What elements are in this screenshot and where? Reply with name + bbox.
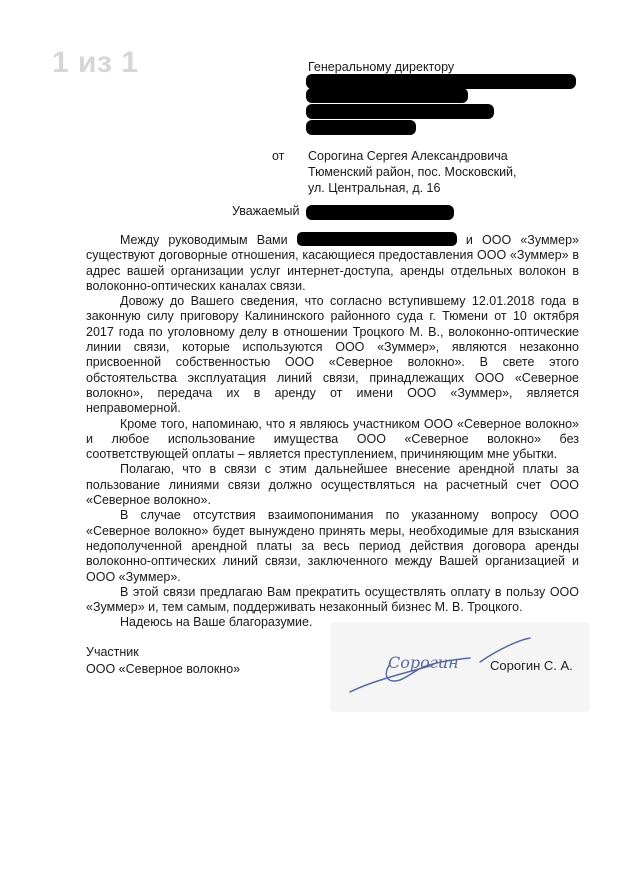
redacted-company-name — [297, 232, 457, 246]
from-label: от — [272, 149, 285, 163]
redacted-salutation-name — [306, 205, 454, 220]
page-counter: 1 из 1 — [52, 46, 139, 79]
redacted-addressee-line-4 — [306, 120, 416, 135]
paragraph-2: Довожу до Вашего сведения, что согласно вступившему 12.01.2018 года в законную силу приговору Калининского районного суда г. Тюмени от 10 октября 2017 года по уголовному делу в отношении Троцкого М. В., волоконно-оптические линии связи, которые используются ООО «Зуммер», являются незаконно присвоенной собственностью ООО «Северное волокно». В свете этого обстоятельства эксплуатация линий связи, принадлежащих ООО «Северное волокно», передача их в аренду от имени ООО «Зуммер», является неправомерной. — [86, 294, 579, 416]
signer-block — [86, 644, 240, 678]
paragraph-7: Надеюсь на Ваше благоразумие. — [120, 615, 313, 630]
sender-address-line-2: ул. Центральная, д. 16 — [308, 181, 441, 195]
signer-role: Участник — [86, 645, 139, 659]
letter-body — [86, 232, 579, 631]
sender-address-line-1: Тюменский район, пос. Московский, — [308, 165, 517, 179]
redacted-addressee-line-1 — [306, 74, 576, 89]
signature-area — [330, 622, 590, 712]
redacted-addressee-line-3 — [306, 104, 494, 119]
paragraph-1: Между руководимым Вами и ООО «Зуммер» существуют договорные отношения, касающиеся предоставления ООО «Зуммер» в адрес вашей организации услуг интернет-доступа, аренды отдельных волокон в волоконно-оптических каналах связи. — [86, 233, 579, 293]
sender-address — [308, 148, 548, 196]
salutation: Уважаемый — [232, 204, 300, 218]
addressee-title: Генеральному директору — [308, 60, 455, 74]
paragraph-5: В случае отсутствия взаимопонимания по указанному вопросу ООО «Северное волокно» будет вынуждено принять меры, необходимые для взыскания недополученной арендной платы за весь период действия договора аренды волоконно-оптических линий связи, заключенного между Вашей организацией и ООО «Зуммер». — [86, 508, 579, 584]
signature-name: Сорогин С. А. — [490, 658, 573, 673]
paragraph-6: В этой связи предлагаю Вам прекратить осуществлять оплату в пользу ООО «Зуммер» и, тем самым, поддерживать незаконный бизнес М. В. Троцкого. — [86, 584, 579, 615]
signer-organization: ООО «Северное волокно» — [86, 662, 241, 676]
redacted-addressee-line-2 — [306, 88, 468, 103]
sender-name: Сорогина Сергея Александровича — [308, 149, 508, 163]
paragraph-3: Кроме того, напоминаю, что я являюсь участником ООО «Северное волокно» и любое использование имущества ООО «Северное волокно» без соответствующей оплаты – является преступлением, причиняющим мне убытки. — [86, 416, 579, 462]
signature-script: Сорогин — [388, 653, 459, 672]
paragraph-4: Полагаю, что в связи с этим дальнейшее внесение арендной платы за пользование линиями связи должно осуществляться на расчетный счет ООО «Северное волокно». — [86, 462, 579, 508]
